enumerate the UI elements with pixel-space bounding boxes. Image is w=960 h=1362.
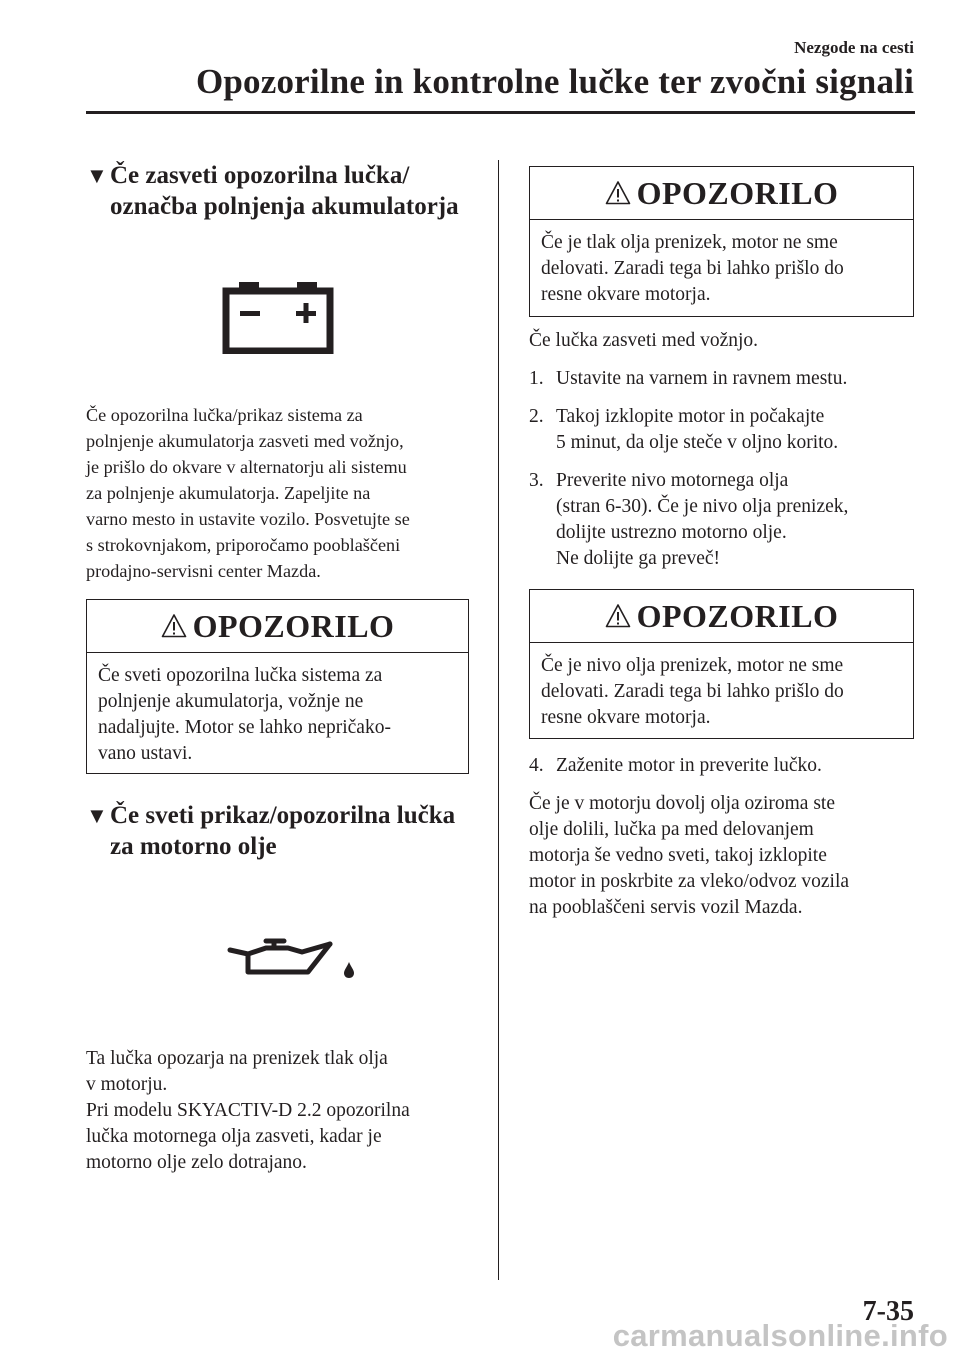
step-item <box>529 366 848 392</box>
step-number: 2. <box>529 406 544 427</box>
text-line: Ustavite na varnem in ravnem mestu. <box>556 368 848 389</box>
text-line: za polnjenje akumulatorja. Zapeljite na <box>86 483 371 503</box>
text-line: motorja še vedno sveti, takoj izklopite <box>529 845 827 866</box>
warning-title: OPOZORILO <box>192 607 395 644</box>
warning-body <box>530 643 913 741</box>
text-line: Če opozorilna lučka/prikaz sistema za <box>86 405 363 425</box>
oil-can-icon <box>226 934 356 980</box>
warning-triangle-icon <box>605 603 631 629</box>
warning-body <box>87 653 468 777</box>
oil-pressure-warning-box <box>529 166 914 317</box>
text-line: Takoj izklopite motor in počakajte <box>556 406 825 427</box>
text-line: (stran 6-30). Če je nivo olja prenizek, <box>556 496 849 517</box>
step-number: 4. <box>529 755 544 776</box>
text-line: Preverite nivo motornega olja <box>556 470 789 491</box>
warning-header <box>87 600 468 653</box>
warning-title: OPOZORILO <box>636 174 839 211</box>
text-line: Ta lučka opozarja na prenizek tlak olja <box>86 1048 388 1069</box>
section-name: Nezgode na cesti <box>794 38 914 57</box>
warning-title: OPOZORILO <box>636 597 839 634</box>
text-line: polnjenje akumulatorja zasveti med vožnjo, <box>86 431 404 451</box>
heading-line: Če zasveti opozorilna lučka/ <box>110 162 410 189</box>
text-line: varno mesto in ustavite vozilo. Posvetujte se <box>86 509 410 529</box>
text-line: Če je nivo olja prenizek, motor ne sme <box>541 655 844 676</box>
text-line: delovati. Zaradi tega bi lahko prišlo do <box>541 681 844 702</box>
oil-procedure <box>529 328 848 572</box>
step-number: 3. <box>529 470 544 491</box>
text-line: delovati. Zaradi tega bi lahko prišlo do <box>541 258 844 279</box>
text-line: prodajno-servisni center Mazda. <box>86 561 321 581</box>
battery-section-heading <box>86 160 486 222</box>
heading-line: označba polnjenja akumulatorja <box>110 193 459 220</box>
text-line: olje dolili, lučka pa med delovanjem <box>529 819 814 840</box>
text-line: je prišlo do okvare v alternatorju ali sistemu <box>86 457 407 477</box>
warning-triangle-icon <box>605 180 631 206</box>
oil-procedure-continued <box>529 753 849 921</box>
text-line: s strokovnjakom, priporočamo pooblaščeni <box>86 535 401 555</box>
text-line: nadaljujte. Motor se lahko nepričako- <box>98 717 391 738</box>
heading-line: Če sveti prikaz/opozorilna lučka <box>110 802 456 829</box>
battery-warning-box <box>86 599 469 774</box>
triangle-bullet-icon: ▼ <box>86 803 108 828</box>
step-item <box>529 404 848 456</box>
triangle-bullet-icon: ▼ <box>86 163 108 188</box>
page-title: Opozorilne in kontrolne lučke ter zvočni signali <box>195 62 914 101</box>
step-item <box>529 753 849 779</box>
heading-line: za motorno olje <box>110 833 277 860</box>
warning-header <box>530 167 913 220</box>
column-divider <box>498 160 499 1280</box>
oil-level-warning-box <box>529 589 914 739</box>
text-line: motor in poskrbite za vleko/odvoz vozila <box>529 871 850 892</box>
text-line: polnjenje akumulatorja, vožnje ne <box>98 691 364 712</box>
oil-description <box>86 1046 410 1176</box>
text-line: Ne dolijte ga preveč! <box>556 548 721 569</box>
battery-icon <box>222 282 334 354</box>
text-line: Če je v motorju dovolj olja oziroma ste <box>529 793 835 814</box>
text-line: v motorju. <box>86 1074 168 1095</box>
intro-text: Če lučka zasveti med vožnjo. <box>529 330 759 351</box>
page-number: 7-35 <box>862 1296 914 1327</box>
closing-paragraph <box>529 791 849 921</box>
text-line: Zaženite motor in preverite lučko. <box>556 755 822 776</box>
warning-header <box>530 590 913 643</box>
step-item <box>529 468 848 572</box>
text-line: motorno olje zelo dotrajano. <box>86 1152 307 1173</box>
text-line: Če je tlak olja prenizek, motor ne sme <box>541 232 838 253</box>
battery-description <box>86 402 410 584</box>
warning-body <box>530 220 913 318</box>
text-line: resne okvare motorja. <box>541 707 711 728</box>
text-line: Če sveti opozorilna lučka sistema za <box>98 665 383 686</box>
text-line: resne okvare motorja. <box>541 284 711 305</box>
text-line: Pri modelu SKYACTIV-D 2.2 opozorilna <box>86 1100 410 1121</box>
oil-section-heading <box>86 800 486 862</box>
warning-triangle-icon <box>161 613 187 639</box>
text-line: 5 minut, da olje steče v oljno korito. <box>556 432 839 453</box>
watermark: carmanualsonline.info <box>612 1318 948 1353</box>
header-rule <box>86 111 915 114</box>
step-number: 1. <box>529 368 544 389</box>
text-line: vano ustavi. <box>98 743 193 764</box>
text-line: na pooblaščeni servis vozil Mazda. <box>529 897 803 918</box>
text-line: dolijte ustrezno motorno olje. <box>556 522 787 543</box>
text-line: lučka motornega olja zasveti, kadar je <box>86 1126 382 1147</box>
